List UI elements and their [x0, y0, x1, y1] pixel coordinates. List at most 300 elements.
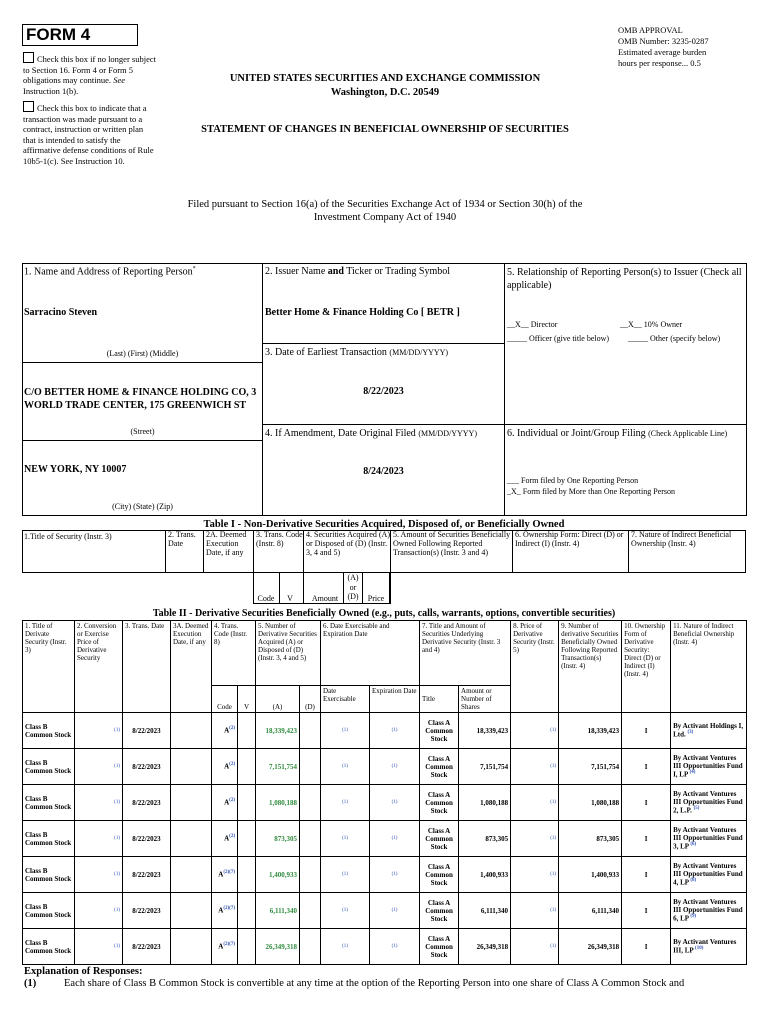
table-row	[23, 821, 747, 857]
t1-sub-aod: (A) or (D)	[343, 573, 363, 604]
box-4-label	[265, 428, 477, 439]
t2-cell	[256, 929, 300, 965]
t2-price-ref: (1)	[550, 764, 557, 769]
t2-h9: 9. Number of derivative Securities Beneficially Owned Following Reported Transaction(s) (Instr. 4)	[559, 621, 622, 713]
t2-cell	[559, 713, 622, 749]
t2-cell	[75, 929, 123, 965]
table-1	[22, 530, 746, 604]
t1-h7: 7. Nature of Indirect Beneficial Ownership (Instr. 4)	[628, 530, 747, 573]
t2-conv-ref: (1)	[114, 800, 120, 805]
box-2-label-a: 2. Issuer Name	[265, 266, 326, 277]
t1-sub-amount: Amount	[311, 594, 339, 603]
rule-10b5-checkbox[interactable]	[23, 101, 34, 112]
t2-cell	[559, 821, 622, 857]
omb-line-1: OMB APPROVAL	[618, 25, 683, 35]
t2-nature: By Activant Ventures III Opportunities Fund I, LP	[673, 754, 743, 779]
t2-nature: By Activant Ventures III Opportunities Fund 4, LP	[673, 862, 743, 887]
t2-cell	[420, 749, 459, 785]
t2-cell	[171, 929, 212, 965]
section-16-instruction: Instruction 1(b).	[23, 85, 79, 96]
t2-title: Class A Common Stock	[425, 934, 453, 959]
t2-date: 8/22/2023	[132, 762, 161, 771]
box-1-label	[24, 266, 196, 277]
t2-price-ref: (1)	[550, 836, 557, 841]
t2-title: Class A Common Stock	[425, 862, 453, 887]
t2-date: 8/22/2023	[132, 834, 161, 843]
t2-date: 8/22/2023	[132, 906, 161, 915]
t2-cell	[420, 713, 459, 749]
t2-cell	[370, 857, 420, 893]
t2-cell	[23, 749, 75, 785]
t2-sec: Class B Common Stock	[25, 866, 72, 883]
t2-shares: 26,349,318	[476, 942, 509, 951]
omb-hours: hours per response... 0.5	[618, 58, 701, 68]
t2-title: Class A Common Stock	[425, 790, 453, 815]
t2-cell	[23, 713, 75, 749]
t2-cell	[171, 893, 212, 929]
t2-date: 8/22/2023	[132, 870, 161, 879]
t2-conv-ref: (1)	[114, 872, 120, 877]
t2-cell	[321, 821, 370, 857]
t2-h5: 5. Number of Derivative Securities Acquired (A) or Disposed of (D) (Instr. 3, 4 and 5)	[256, 621, 321, 686]
t1-h3: 3. Trans. Code (Instr. 8)	[253, 530, 304, 573]
t2-cell	[212, 857, 238, 893]
filed-pursuant-1: Filed pursuant to Section 16(a) of the Securities Exchange Act of 1934 or Section 30(h) of the	[187, 199, 583, 210]
t2-a: 1,400,933	[269, 870, 298, 879]
t2-conv-ref: (1)	[114, 836, 120, 841]
table-1-title: Table I - Non-Derivative Securities Acquired, Disposed of, or Beneficially Owned	[203, 519, 565, 530]
t2-sub-exer: Date Exercisable	[321, 686, 370, 713]
explanation-num-1: (1)	[24, 978, 37, 989]
t2-header-row	[23, 621, 747, 686]
t2-nature-footnote[interactable]: (9)	[690, 914, 697, 920]
t2-cell	[212, 929, 238, 965]
box-6-label-small: (Check Applicable Line)	[648, 429, 728, 438]
table-2	[22, 620, 747, 965]
t2-title: Class A Common Stock	[425, 826, 453, 851]
t2-cell	[420, 785, 459, 821]
t2-conv-ref: (1)	[114, 908, 120, 913]
t2-exer-ref: (1)	[342, 800, 348, 805]
t2-cell	[420, 893, 459, 929]
t2-price-ref: (1)	[550, 728, 557, 733]
t2-cell	[123, 893, 171, 929]
t2-cell	[459, 713, 511, 749]
t2-cell	[370, 785, 420, 821]
t1-h2a: 2A. Deemed Execution Date, if any	[203, 530, 254, 573]
t2-sub-a: (A)	[256, 686, 300, 713]
box-4-label-text: 4. If Amendment, Date Original Filed	[265, 428, 416, 439]
t2-cell	[238, 857, 256, 893]
box-2-label-and: and	[327, 266, 344, 277]
t2-title: Class A Common Stock	[425, 754, 453, 779]
t2-cell	[123, 857, 171, 893]
box-4-format: (MM/DD/YYYY)	[418, 429, 477, 438]
t2-code: A	[224, 762, 230, 771]
t2-cell	[459, 749, 511, 785]
explanation-text-1: Each share of Class B Common Stock is convertible at any time at the option of the Reporting Person into one share of Class A Common Stock and	[64, 978, 685, 989]
t2-cell	[671, 929, 747, 965]
t2-cell	[212, 893, 238, 929]
t2-price-ref: (1)	[550, 944, 557, 949]
t2-form: I	[644, 834, 648, 843]
t2-code-footnote[interactable]: (2)(7)	[223, 906, 235, 912]
t2-conv-ref: (1)	[114, 944, 120, 949]
t2-cell	[256, 713, 300, 749]
box-3-format: (MM/DD/YYYY)	[389, 348, 449, 357]
t2-a: 873,305	[274, 834, 298, 843]
t2-code: A	[218, 942, 224, 951]
table-row	[23, 713, 747, 749]
section-16-label: Check this box if no longer subject to Section 16. Form 4 or Form 5 obligations may continue.	[23, 54, 156, 85]
filing-more-persons: _X_ Form filed by More than One Reporting Person	[507, 487, 675, 496]
t2-nature: By Activant Holdings I, Ltd.	[673, 722, 744, 739]
t2-cell	[559, 857, 622, 893]
t2-cell	[420, 929, 459, 965]
t2-cell	[622, 713, 671, 749]
t2-h7: 7. Title and Amount of Securities Underlying Derivative Security (Instr. 3 and 4)	[420, 621, 511, 686]
reporting-person-city: NEW YORK, NY 10007	[24, 464, 127, 475]
t2-cell	[238, 785, 256, 821]
t2-cell	[23, 785, 75, 821]
t2-cell	[622, 857, 671, 893]
t2-exer-ref: (1)	[342, 908, 348, 913]
t2-shares: 7,151,754	[480, 762, 509, 771]
t2-cell	[212, 713, 238, 749]
t2-cell	[321, 929, 370, 965]
box-6-label-text: 6. Individual or Joint/Group Filing	[507, 428, 646, 439]
t2-exer-ref: (1)	[342, 836, 348, 841]
t2-cell	[171, 785, 212, 821]
t2-form: I	[644, 762, 648, 771]
t2-cell	[420, 857, 459, 893]
t2-conv-ref: (1)	[114, 728, 120, 733]
t2-cell	[321, 857, 370, 893]
t2-cell	[256, 893, 300, 929]
t2-cell	[75, 785, 123, 821]
t2-nature-footnote[interactable]: (8)	[690, 878, 697, 884]
agency-name: UNITED STATES SECURITIES AND EXCHANGE COMMISSION	[229, 73, 541, 84]
t2-a: 26,349,318	[265, 942, 298, 951]
t2-code: A	[218, 870, 224, 879]
t2-cell	[256, 857, 300, 893]
t2-cell	[300, 713, 321, 749]
table-row	[23, 893, 747, 929]
checkbox-10b5-block	[23, 101, 157, 166]
t2-nature-footnote[interactable]: (10)	[695, 946, 704, 952]
t1-sub-code: Code	[257, 594, 275, 603]
t2-cell	[559, 785, 622, 821]
t2-title: Class A Common Stock	[425, 898, 453, 923]
t2-code: A	[224, 798, 230, 807]
t2-cell	[321, 893, 370, 929]
t2-owned: 873,305	[596, 834, 620, 843]
t2-cell	[511, 893, 559, 929]
t2-exp-ref: (1)	[391, 872, 398, 877]
box-3-label-text: 3. Date of Earliest Transaction	[265, 347, 387, 358]
box-2-label-b: Ticker or Trading Symbol	[346, 266, 451, 277]
box-1-asterisk: *	[192, 266, 196, 272]
t2-cell	[622, 785, 671, 821]
earliest-transaction-date: 8/22/2023	[363, 386, 404, 397]
relationship-other: _____ Other (specify below)	[628, 334, 721, 343]
t2-a: 1,080,188	[269, 798, 298, 807]
t2-nature-footnote[interactable]: (3)	[687, 730, 694, 736]
t2-owned: 7,151,754	[591, 762, 620, 771]
t2-exer-ref: (1)	[342, 728, 348, 733]
statement-title: STATEMENT OF CHANGES IN BENEFICIAL OWNERSHIP OF SECURITIES	[201, 124, 569, 135]
t2-h8: 8. Price of Derivative Security (Instr. 5)	[511, 621, 559, 713]
table-2-title: Table II - Derivative Securities Beneficially Owned (e.g., puts, calls, warrants, options, convertible securities)	[152, 608, 616, 619]
t2-a: 6,111,340	[269, 906, 298, 915]
t2-a: 7,151,754	[269, 762, 298, 771]
t2-cell	[212, 785, 238, 821]
relationship-director: __X__ Director	[507, 320, 558, 329]
t2-nature-footnote[interactable]: (5)	[693, 806, 700, 812]
t2-cell	[459, 785, 511, 821]
t1-h6: 6. Ownership Form: Direct (D) or Indirect (I) (Instr. 4)	[512, 530, 629, 573]
t2-cell	[123, 929, 171, 965]
box-3-label	[265, 347, 448, 358]
table-row	[23, 929, 747, 965]
box-1-label-text: 1. Name and Address of Reporting Person	[24, 266, 193, 278]
t2-price-ref: (1)	[550, 908, 557, 913]
t2-cell	[256, 785, 300, 821]
t2-code-footnote[interactable]: (2)(7)	[223, 942, 235, 948]
t2-cell	[511, 713, 559, 749]
t2-cell	[300, 749, 321, 785]
t2-code: A	[218, 906, 224, 915]
t1-sub-v: V	[279, 573, 300, 604]
street-caption: (Street)	[130, 427, 155, 436]
t2-cell	[671, 785, 747, 821]
t2-date: 8/22/2023	[132, 942, 161, 951]
t2-cell	[238, 893, 256, 929]
t2-cell	[671, 857, 747, 893]
table-row	[23, 749, 747, 785]
box-6-label	[507, 428, 745, 440]
t2-h11: 11. Nature of Indirect Beneficial Ownership (Instr. 4)	[671, 621, 747, 713]
t2-cell	[123, 821, 171, 857]
t2-cell	[370, 821, 420, 857]
t2-nature: By Activant Ventures III Opportunities Fund 6, LP	[673, 898, 743, 923]
t2-owned: 26,349,318	[587, 942, 620, 951]
t2-exp-ref: (1)	[391, 944, 398, 949]
t2-cell	[300, 929, 321, 965]
omb-burden: Estimated average burden	[618, 47, 707, 57]
relationship-officer: _____ Officer (give title below)	[507, 334, 610, 343]
filing-one-person: ___ Form filed by One Reporting Person	[507, 476, 639, 485]
t2-cell	[212, 821, 238, 857]
t2-cell	[238, 929, 256, 965]
t2-cell	[370, 713, 420, 749]
t2-cell	[75, 821, 123, 857]
t2-cell	[370, 929, 420, 965]
t2-sub-v: V	[238, 686, 256, 713]
t2-h3: 3. Trans. Date	[123, 621, 171, 713]
t2-cell	[321, 713, 370, 749]
t2-a: 18,339,423	[265, 726, 298, 735]
t2-form: I	[644, 942, 648, 951]
omb-number: OMB Number: 3235-0287	[618, 36, 709, 46]
t2-sub-exp: Expiration Date	[370, 686, 420, 713]
t2-cell	[171, 857, 212, 893]
t2-shares: 873,305	[485, 834, 509, 843]
t2-h3a: 3A. Deemed Execution Date, if any	[171, 621, 212, 713]
t2-exp-ref: (1)	[391, 836, 398, 841]
t2-cell	[511, 749, 559, 785]
t2-cell	[256, 749, 300, 785]
t2-cell	[23, 821, 75, 857]
t2-form: I	[644, 906, 648, 915]
t2-cell	[123, 713, 171, 749]
box-1-divider-2	[22, 440, 263, 441]
t2-cell	[559, 749, 622, 785]
t2-cell	[321, 749, 370, 785]
t2-shares: 6,111,340	[480, 906, 509, 915]
t2-owned: 1,080,188	[591, 798, 620, 807]
omb-approval	[618, 25, 758, 69]
t2-price-ref: (1)	[550, 800, 557, 805]
t2-owned: 6,111,340	[591, 906, 620, 915]
t2-sub-amount: Amount or Number of Shares	[459, 686, 511, 713]
form-title: FORM 4	[22, 24, 138, 46]
t2-h4: 4. Trans. Code (Instr. 8)	[212, 621, 256, 686]
t2-cell	[256, 821, 300, 857]
amendment-date: 8/24/2023	[363, 466, 404, 477]
agency-city: Washington, D.C. 20549	[330, 87, 440, 98]
t2-nature: By Activant Ventures III, LP	[673, 938, 737, 955]
t1-h5: 5. Amount of Securities Beneficially Owned Following Reported Transaction(s) (Instr. 3 and 4)	[390, 530, 513, 604]
t2-h2: 2. Conversion or Exercise Price of Derivative Security	[75, 621, 123, 713]
t2-cell	[370, 893, 420, 929]
t2-cell	[420, 821, 459, 857]
t2-nature: By Activant Ventures III Opportunities Fund 3, LP	[673, 826, 743, 851]
t2-cell	[238, 713, 256, 749]
t2-exp-ref: (1)	[391, 764, 398, 769]
t2-date: 8/22/2023	[132, 798, 161, 807]
t2-cell	[511, 821, 559, 857]
t2-shares: 18,339,423	[476, 726, 509, 735]
t2-cell	[671, 821, 747, 857]
t2-cell	[511, 857, 559, 893]
t2-cell	[459, 857, 511, 893]
t1-sub-price: Price	[367, 594, 385, 603]
t2-cell	[23, 929, 75, 965]
t1-h1: 1.Title of Security (Instr. 3)	[24, 532, 112, 541]
t2-cell	[622, 893, 671, 929]
t2-code: A	[224, 834, 230, 843]
t2-cell	[671, 893, 747, 929]
t2-cell	[511, 929, 559, 965]
t2-form: I	[644, 870, 648, 879]
t2-cell	[171, 749, 212, 785]
t2-cell	[75, 713, 123, 749]
t2-cell	[671, 713, 747, 749]
t2-cell	[459, 929, 511, 965]
box-5-label: 5. Relationship of Reporting Person(s) to Issuer (Check all applicable)	[507, 267, 742, 291]
t2-code-footnote[interactable]: (2)	[229, 798, 235, 804]
t2-exer-ref: (1)	[342, 944, 348, 949]
t2-code-footnote[interactable]: (2)	[229, 726, 235, 732]
t2-cell	[300, 893, 321, 929]
t2-nature: By Activant Ventures III Opportunities Fund 2, L.P.	[673, 790, 743, 815]
filed-pursuant-2: Investment Company Act of 1940	[313, 212, 457, 223]
t2-cell	[459, 821, 511, 857]
t2-exer-ref: (1)	[342, 764, 348, 769]
t2-sec: Class B Common Stock	[25, 722, 72, 739]
t2-shares: 1,080,188	[480, 798, 509, 807]
t2-code-footnote[interactable]: (2)	[229, 834, 235, 840]
t2-form: I	[644, 798, 648, 807]
t2-cell	[622, 821, 671, 857]
t2-cell	[75, 857, 123, 893]
t2-cell	[559, 893, 622, 929]
t2-code-footnote[interactable]: (2)	[229, 762, 235, 768]
t2-price-ref: (1)	[550, 872, 557, 877]
table-row	[23, 785, 747, 821]
t2-cell	[171, 821, 212, 857]
city-caption: (City) (State) (Zip)	[112, 502, 173, 511]
t2-exp-ref: (1)	[391, 908, 398, 913]
t2-date: 8/22/2023	[132, 726, 161, 735]
t2-conv-ref: (1)	[114, 764, 120, 769]
reporting-person-street: C/O BETTER HOME & FINANCE HOLDING CO, 3 WORLD TRADE CENTER, 175 GREENWICH ST	[24, 387, 257, 411]
table-row	[23, 857, 747, 893]
t2-cell	[75, 893, 123, 929]
box-2-label	[265, 266, 450, 277]
name-caption: (Last) (First) (Middle)	[106, 349, 179, 358]
section-16-checkbox[interactable]	[23, 52, 34, 63]
section-16-see: See	[113, 75, 125, 85]
t2-sub-code: Code	[212, 686, 238, 713]
t2-cell	[23, 857, 75, 893]
t2-sub-d: (D)	[300, 686, 321, 713]
t2-sub-title: Title	[420, 686, 459, 713]
issuer-name: Better Home & Finance Holding Co [ BETR ]	[265, 307, 460, 318]
t2-shares: 1,400,933	[480, 870, 509, 879]
t2-exer-ref: (1)	[342, 872, 348, 877]
relationship-ten-percent: __X__ 10% Owner	[620, 320, 683, 329]
t2-title: Class A Common Stock	[425, 718, 453, 743]
t2-cell	[459, 893, 511, 929]
t2-cell	[321, 785, 370, 821]
t2-code-footnote[interactable]: (2)(7)	[223, 870, 235, 876]
t2-h10: 10. Ownership Form of Derivative Security: Direct (D) or Indirect (I) (Instr. 4)	[622, 621, 671, 713]
box-1-divider-1	[22, 362, 263, 363]
t2-cell	[123, 785, 171, 821]
t2-cell	[238, 749, 256, 785]
t2-cell	[212, 749, 238, 785]
t2-cell	[123, 749, 171, 785]
t2-owned: 1,400,933	[591, 870, 620, 879]
t2-sec: Class B Common Stock	[25, 902, 72, 919]
t2-nature-footnote[interactable]: (4)	[689, 770, 696, 776]
reporting-person-name: Sarracino Steven	[24, 307, 98, 318]
t2-form: I	[644, 726, 648, 735]
t2-cell	[300, 785, 321, 821]
t2-cell	[370, 749, 420, 785]
t2-nature-footnote[interactable]: (6)	[690, 842, 697, 848]
t2-code: A	[224, 726, 230, 735]
t2-cell	[511, 785, 559, 821]
t2-cell	[171, 713, 212, 749]
t2-sec: Class B Common Stock	[25, 938, 72, 955]
checkbox-section-16-block	[23, 52, 157, 96]
t2-h1: 1. Title of Derivate Security (Instr. 3)	[23, 621, 75, 713]
t2-cell	[238, 821, 256, 857]
t2-h6: 6. Date Exercisable and Expiration Date	[321, 621, 420, 686]
